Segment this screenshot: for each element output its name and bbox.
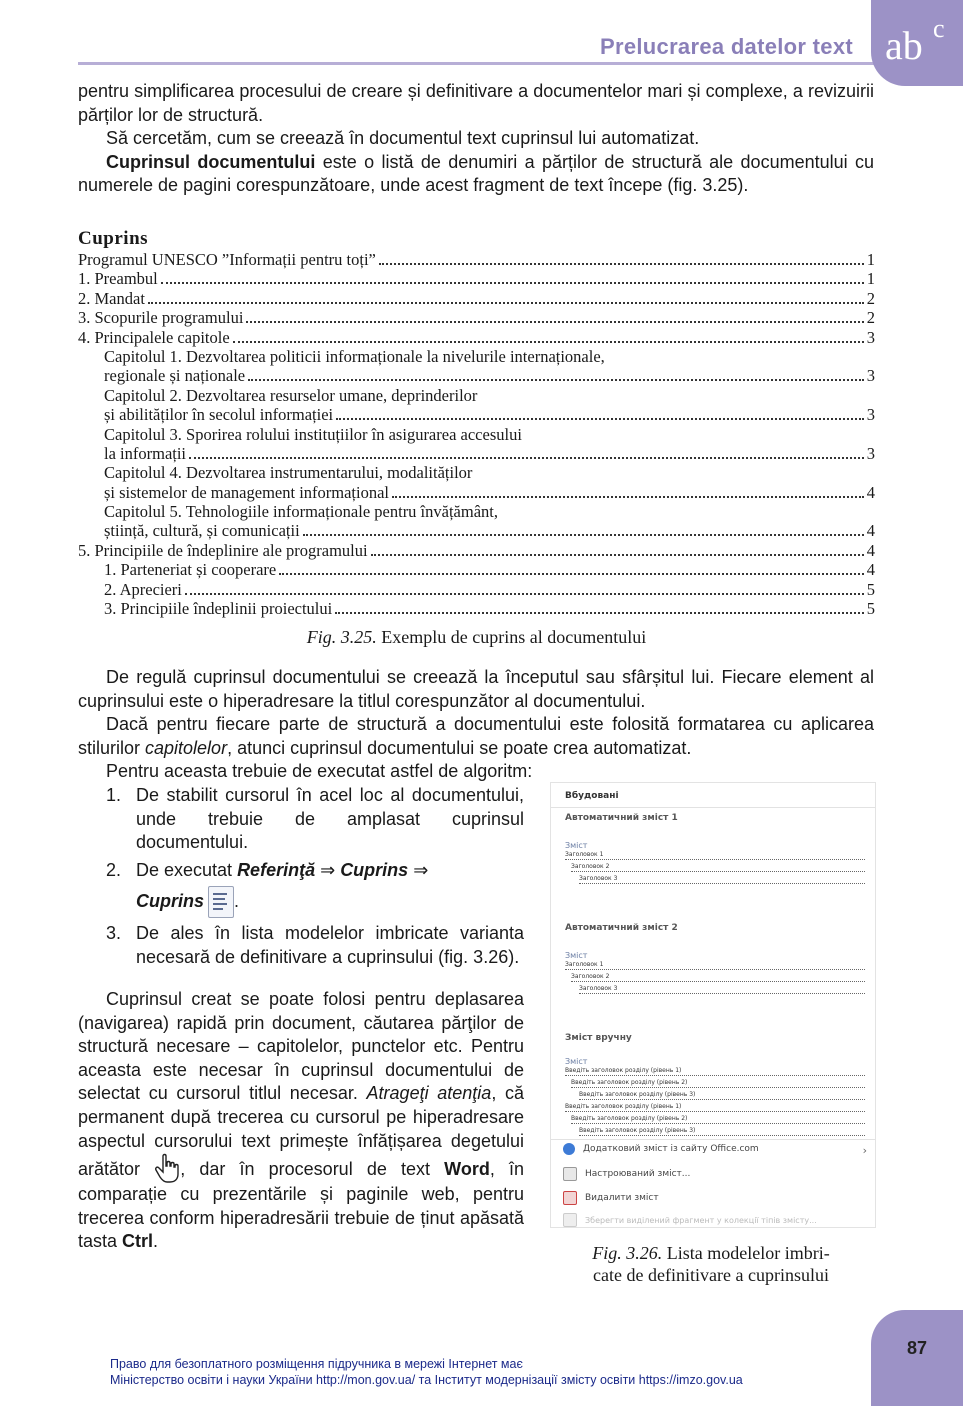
chapter-tab-ab: ab [885,23,923,68]
toc-leader-dots [161,269,864,284]
term-atragetri-atentia: Atrageţi atenţia [366,1083,492,1104]
toc-entry-page: 3 [866,405,875,425]
toc-leader-dots [189,444,864,459]
gallery-entry: Заголовок 2 [571,973,865,982]
toc-entry-page: 2 [866,308,875,328]
body-text [78,666,874,784]
toc-rows [78,250,875,618]
toc-gallery-screenshot [550,782,876,1228]
figure-3-25-caption [78,627,875,648]
toc-entry-line: Capitolul 1. Dezvoltarea politicii informaționale la nivelurile internaționale, [104,346,605,366]
toc-entry-line: Capitolul 5. Tehnologiile informaționale pentru învățământ, [104,502,498,522]
body-paragraph-2-a: Dacă pentru fiecare parte de structură a documentului este folosită formatarea cu aplicarea stilurilor [78,714,874,758]
toc-title: Cuprins [78,228,149,249]
toc-entry-label: Programul UNESCO ”Informații pentru toți” [78,250,376,269]
toc-entry[interactable] [78,483,875,502]
hand-pointer-icon [154,1153,180,1183]
step-2-cuprins-1: Cuprins [340,859,409,880]
toc-entry-page: 5 [866,579,875,599]
toc-entry[interactable] [78,580,875,599]
divider [551,1139,875,1140]
toc-leader-dots [233,328,864,343]
toc-entry[interactable] [78,269,875,288]
gallery-group-3-sub: Зміст [565,1057,588,1066]
toc-entry-line: Capitolul 4. Dezvoltarea instrumentarului, modalităților [104,463,473,483]
menu-save-selection-label: Зберегти виділений фрагмент у колекції тіпів змісту... [585,1215,817,1225]
toc-entry[interactable] [78,366,875,385]
gallery-entry: Введіть заголовок розділу (рівень 1) [565,1067,865,1076]
step-2-prefix: De executat [136,859,238,880]
toc-entry[interactable] [78,521,875,540]
gallery-group-2-title[interactable]: Автоматичний зміст 2 [565,923,678,933]
page-number: 87 [906,1338,928,1358]
toc-leader-dots [246,308,863,323]
globe-icon [563,1143,575,1155]
gallery-entry: Заголовок 3 [579,875,865,884]
footer-line-2: Міністерство освіти і науки України http://mon.gov.ua/ та Інститут модернізації змісту освіти https://imzo.gov.ua [110,1373,743,1387]
navigation-text-d: , în comparație cu prezentările și paginile web, pentru trecerea conform hiperadresării trebuie de ținut apăsată tasta [78,1159,525,1252]
toc-entry-label: și sistemelor de management informațional [104,482,390,502]
toc-entry[interactable] [78,541,875,560]
step-3 [106,922,524,969]
intro-paragraph-2: Să cercetăm, cum se creează în documentul text cuprinsul lui automatizat. [106,128,700,149]
step-3-number: 3. [106,923,122,944]
toc-entry[interactable] [78,444,875,463]
toc-entry-page: 4 [866,482,875,502]
menu-remove-toc[interactable] [563,1191,659,1205]
toc-entry-page: 1 [866,250,875,269]
toc-entry-line: Capitolul 3. Sporirea rolului instituțiilor în asigurarea accesului [104,424,522,444]
toc-entry-label: 2. Aprecieri [104,579,182,599]
toc-entry-page: 1 [866,269,875,289]
toc-leader-dots [248,366,864,381]
term-word: Word [444,1159,490,1180]
toc-entry-page: 4 [866,560,875,580]
toc-entry[interactable] [78,328,875,347]
arrow-icon: ⇒ [315,859,341,880]
toc-entry-label: 4. Principalele capitole [78,327,230,347]
navigation-text-e: . [153,1231,159,1252]
toc-entry[interactable] [78,599,875,618]
navigation-text [78,988,524,1254]
toc-leader-dots [279,560,863,575]
menu-more-from-office-label: Додатковий зміст із сайту Office.com [583,1144,759,1154]
body-paragraph-2 [78,713,874,760]
running-header-title: Prelucrarea datelor text [600,34,853,59]
step-2-end: . [234,890,240,911]
toc-entry-page: 5 [866,599,875,619]
toc-leader-dots [392,483,864,498]
toc-entry-page: 4 [866,540,875,560]
term-cuprinsul: Cuprinsul documentului [106,151,316,172]
gallery-entry: Заголовок 1 [565,851,865,860]
gallery-entry: Заголовок 1 [565,961,865,970]
intro-paragraph-1: pentru simplificarea procesului de creare și definitivare a documentelor mari și complexe, a revizuirii părților lor de structură. [78,81,874,125]
body-paragraph-1: De regulă cuprinsul documentului se creează la începutul sau sfârșitul lui. Fiecare element al cuprinsului este o hiperadresare la titlul corespunzător al documentului. [78,667,874,711]
navigation-text-a: Cuprinsul creat se poate folosi pentru deplasarea (navigarea) rapidă prin document, căutarea părţilor de structură necesare – capitolelor, punctelor etc. Pentru aceasta este necesar în cuprinsul documentului de selectat cu cursorul titlul necesar. [78,989,524,1104]
toc-entry-label: 3. Scopurile programului [78,308,244,328]
footer-line-1: Право для безоплатного розміщення підручника в мережі Інтернет має [110,1357,523,1371]
intro-paragraph-3-rest: este o listă de denumiri a părților de structură ale documentului cu numerele de pagini corespunzătoare, unde acest fragment de text începe (fig. 3.25). [78,151,874,196]
toc-entry[interactable] [78,560,875,579]
toc-entry[interactable] [78,308,875,327]
toc-entry-page: 3 [866,443,875,463]
gallery-group-1-title[interactable]: Автоматичний зміст 1 [565,813,678,823]
gallery-group-1-sub: Зміст [565,841,588,850]
step-2 [106,855,524,918]
gallery-entry: Введіть заголовок розділу (рівень 2) [571,1115,865,1124]
term-capitolelor: capitolelor [145,737,228,758]
table-of-contents-icon [208,886,234,918]
chevron-right-icon: › [862,1144,867,1157]
toc-leader-dots [303,521,864,536]
step-1-number: 1. [106,785,122,805]
toc-entry-page: 3 [866,366,875,386]
gallery-entry: Заголовок 2 [571,863,865,872]
body-paragraph-3: Pentru aceasta trebuie de executat astfel de algoritm: [106,761,533,782]
term-ctrl: Ctrl [122,1231,154,1252]
menu-save-selection[interactable] [563,1213,817,1227]
navigation-paragraph [78,988,524,1254]
delete-document-icon [563,1191,577,1205]
toc-entry-label: 1. Parteneriat și cooperare [104,560,277,580]
toc-example [78,228,875,618]
step-3-text: De ales în lista modelelor imbricate varianta necesară de definitivare a cuprinsului (fig. 3.26). [136,923,524,967]
step-2-number: 2. [106,859,122,880]
step-2-text [136,855,524,918]
arrow-icon: ⇒ [408,859,429,880]
toc-leader-dots [379,250,864,265]
figure-3-26-text-2: cate de definitivare a cuprinsului [593,1265,829,1285]
step-2-cuprins-2: Cuprins [136,890,205,911]
gallery-entry: Введіть заголовок розділу (рівень 1) [565,1103,865,1112]
figure-3-25-text: Exemplu de cuprins al documentului [376,627,647,647]
menu-custom-toc-label: Настроюваний зміст... [585,1169,691,1179]
document-icon [563,1167,577,1181]
toc-entry-label: la informații [104,443,187,463]
intro-paragraph-3 [78,151,874,198]
gallery-group-3-title[interactable]: Зміст вручну [565,1033,632,1043]
menu-remove-toc-label: Видалити зміст [585,1193,659,1203]
figure-3-26-text-1: Lista modelelor imbri- [662,1243,830,1263]
toc-entry-label: știință, cultură, și comunicații [104,521,300,541]
toc-leader-dots [185,580,864,595]
figure-3-25-label: Fig. 3.25. [306,627,377,647]
intro-text [78,80,874,198]
figure-3-26-label: Fig. 3.26. [592,1243,663,1263]
toc-entry-label: 3. Principiile îndeplinii proiectului [104,599,333,619]
gallery-entry: Введіть заголовок розділу (рівень 3) [579,1127,865,1136]
toc-entry[interactable] [78,405,875,424]
footer-notice [110,1356,870,1388]
gallery-entry: Заголовок 3 [579,985,865,994]
step-2-referinta: Referinţă [237,859,316,880]
gallery-entry: Введіть заголовок розділу (рівень 2) [571,1079,865,1088]
toc-entry[interactable] [78,289,875,308]
gallery-heading: Вбудовані [565,791,619,801]
chapter-tab-c: c [933,14,945,43]
toc-leader-dots [336,405,864,420]
step-1-text: De stabilit cursorul în acel loc al documentului, unde trebuie de amplasat cuprinsul documentului. [136,785,524,853]
step-1 [106,784,524,855]
gallery-entry: Введіть заголовок розділу (рівень 3) [579,1091,865,1100]
toc-entry-label: regionale și naționale [104,366,246,386]
toc-entry[interactable] [78,250,875,269]
navigation-text-c: , dar în procesorul de text [180,1159,445,1180]
toc-entry-label: și abilităților în secolul informației [104,405,334,425]
save-icon [563,1213,577,1227]
algorithm-steps [106,784,524,969]
toc-entry-page: 3 [866,327,875,347]
body-paragraph-2-b: , atunci cuprinsul documentului se poate crea automatizat. [227,737,692,758]
toc-entry-page: 4 [866,521,875,541]
toc-entry-label: 2. Mandat [78,288,145,308]
toc-entry-page: 2 [866,288,875,308]
figure-3-26-caption [544,1242,878,1286]
divider [551,807,875,808]
toc-leader-dots [371,541,864,556]
toc-entry-label: 1. Preambul [78,269,158,289]
toc-entry-label: 5. Principiile de îndeplinire ale programului [78,540,368,560]
toc-leader-dots [148,289,864,304]
toc-entry-line: Capitolul 2. Dezvoltarea resurselor umane, deprinderilor [104,385,478,405]
header-rule [78,62,963,65]
chapter-tab [871,0,963,86]
menu-custom-toc[interactable] [563,1167,690,1181]
gallery-group-2-sub: Зміст [565,951,588,960]
toc-leader-dots [335,599,864,614]
navigation-text-b: , că permanent după trecerea cu cursorul pe hiperadresare aspectul cursorului text primește înfățișarea degetului arătător [78,1083,525,1180]
menu-more-from-office[interactable] [563,1143,759,1155]
